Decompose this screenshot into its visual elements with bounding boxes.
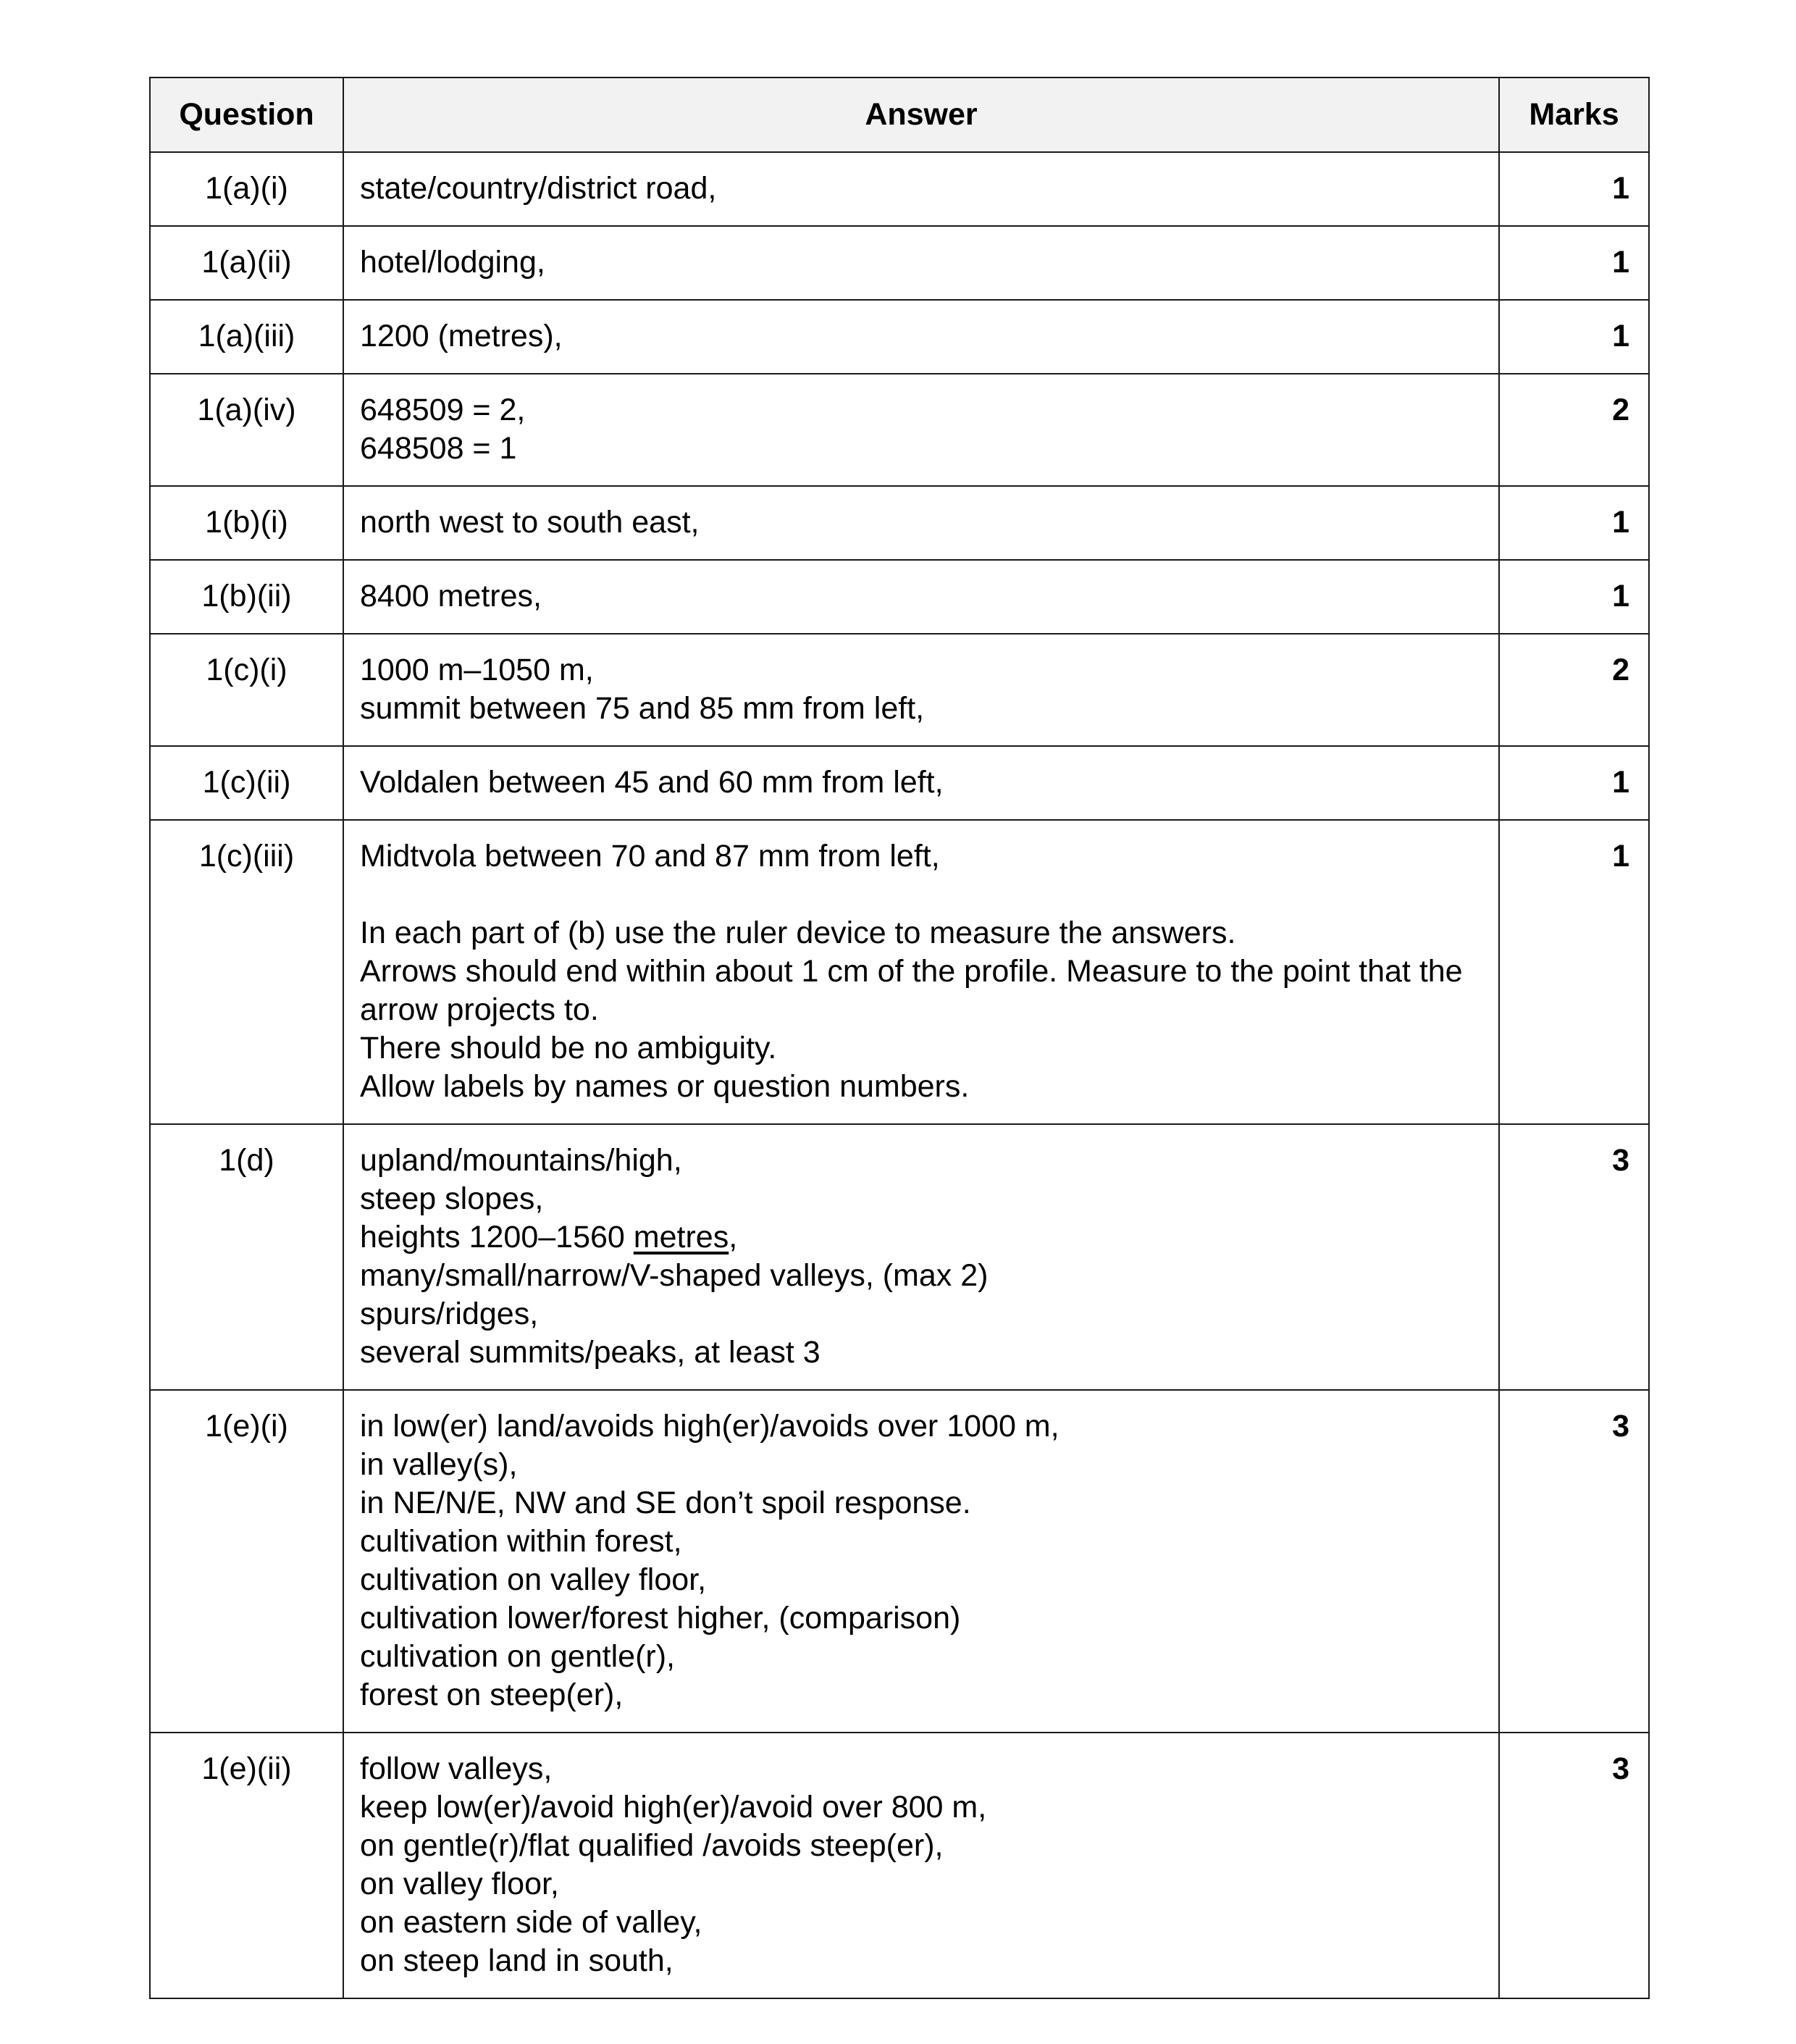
marks-value: 3 [1499, 1124, 1649, 1390]
marks-value: 3 [1499, 1733, 1649, 1998]
marks-value: 1 [1499, 226, 1649, 300]
answer-cell [343, 1124, 1499, 1390]
answer-cell [343, 152, 1499, 226]
answer-line: 1200 (metres), [360, 319, 563, 353]
answer-line: spurs/ridges, [360, 1297, 539, 1331]
answer-cell [343, 1733, 1499, 1998]
answer-line: 648508 = 1 [360, 431, 517, 466]
mark-scheme-table [149, 77, 1650, 1999]
answer-cell [343, 634, 1499, 746]
table-body [150, 152, 1649, 1998]
marks-value: 1 [1499, 820, 1649, 1124]
answer-line: state/country/district road, [360, 171, 717, 206]
answer-cell [343, 1390, 1499, 1733]
paragraph-gap [360, 876, 1487, 914]
question-number: 1(a)(iii) [150, 300, 343, 374]
underlined-keyword: metres [633, 1220, 729, 1255]
answer-line: north west to south east, [360, 505, 700, 540]
question-number: 1(d) [150, 1124, 343, 1390]
answer-line: on gentle(r)/flat qualified /avoids steep(er), [360, 1828, 944, 1863]
marker-note: There should be no ambiguity. [360, 1031, 777, 1065]
answer-line: many/small/narrow/V-shaped valleys, (max 2) [360, 1258, 989, 1293]
question-column-header: Question [150, 78, 343, 152]
table-row [150, 226, 1649, 300]
answer-line: hotel/lodging, [360, 245, 545, 280]
marks-value: 2 [1499, 374, 1649, 486]
answer-cell [343, 300, 1499, 374]
answer-line: Voldalen between 45 and 60 mm from left, [360, 765, 944, 800]
table-row [150, 152, 1649, 226]
answer-cell [343, 820, 1499, 1124]
marks-value: 1 [1499, 560, 1649, 634]
answer-line: 8400 metres, [360, 579, 542, 613]
question-number: 1(c)(ii) [150, 746, 343, 820]
question-number: 1(e)(ii) [150, 1733, 343, 1998]
answer-line: summit between 75 and 85 mm from left, [360, 691, 925, 726]
table-row [150, 486, 1649, 560]
answer-line: several summits/peaks, at least 3 [360, 1335, 821, 1370]
marks-value: 3 [1499, 1390, 1649, 1733]
header-row [150, 78, 1649, 152]
answer-line: in valley(s), [360, 1447, 518, 1482]
marker-note: Allow labels by names or question numbers. [360, 1069, 970, 1104]
marker-note: Arrows should end within about 1 cm of the profile. Measure to the point that the arrow projects to. [360, 954, 1463, 1027]
question-number: 1(c)(iii) [150, 820, 343, 1124]
marks-column-header: Marks [1499, 78, 1649, 152]
table-row [150, 746, 1649, 820]
marks-value: 1 [1499, 486, 1649, 560]
answer-line: on steep land in south, [360, 1943, 674, 1978]
answer-line: 648509 = 2, [360, 393, 526, 427]
answer-line: Midtvola between 70 and 87 mm from left, [360, 839, 940, 874]
answer-line: on eastern side of valley, [360, 1905, 702, 1940]
table-row [150, 1124, 1649, 1390]
answer-line: follow valleys, [360, 1751, 553, 1786]
table-row [150, 1390, 1649, 1733]
answer-cell [343, 374, 1499, 486]
answer-text: , [729, 1220, 738, 1255]
answer-line: cultivation on valley floor, [360, 1562, 707, 1597]
answer-cell [343, 560, 1499, 634]
answer-line: cultivation lower/forest higher, (comparison) [360, 1601, 961, 1635]
question-number: 1(a)(i) [150, 152, 343, 226]
answer-cell [343, 746, 1499, 820]
answer-line: upland/mountains/high, [360, 1143, 682, 1178]
marks-value: 1 [1499, 152, 1649, 226]
table-row [150, 820, 1649, 1124]
marks-value: 1 [1499, 300, 1649, 374]
answer-line: in NE/N/E, NW and SE don’t spoil response. [360, 1486, 971, 1520]
answer-line: in low(er) land/avoids high(er)/avoids over 1000 m, [360, 1409, 1059, 1444]
question-number: 1(b)(i) [150, 486, 343, 560]
question-number: 1(a)(iv) [150, 374, 343, 486]
answer-line: steep slopes, [360, 1181, 544, 1216]
answer-cell [343, 486, 1499, 560]
table-header [150, 78, 1649, 152]
answer-line: on valley floor, [360, 1867, 559, 1901]
table-row [150, 560, 1649, 634]
answer-line: cultivation on gentle(r), [360, 1639, 675, 1674]
answer-line: cultivation within forest, [360, 1524, 682, 1559]
answer-cell [343, 226, 1499, 300]
marks-value: 2 [1499, 634, 1649, 746]
question-number: 1(a)(ii) [150, 226, 343, 300]
question-number: 1(c)(i) [150, 634, 343, 746]
table-row [150, 1733, 1649, 1998]
table-row [150, 374, 1649, 486]
answer-text: heights 1200–1560 [360, 1220, 634, 1255]
answer-line: 1000 m–1050 m, [360, 653, 594, 687]
answer-line: keep low(er)/avoid high(er)/avoid over 800 m, [360, 1790, 987, 1825]
table-row [150, 634, 1649, 746]
marks-value: 1 [1499, 746, 1649, 820]
answer-column-header: Answer [343, 78, 1499, 152]
answer-line-with-underline [360, 1218, 1487, 1257]
question-number: 1(b)(ii) [150, 560, 343, 634]
marker-note: In each part of (b) use the ruler device to measure the answers. [360, 916, 1236, 950]
answer-line: forest on steep(er), [360, 1677, 624, 1712]
table-row [150, 300, 1649, 374]
question-number: 1(e)(i) [150, 1390, 343, 1733]
